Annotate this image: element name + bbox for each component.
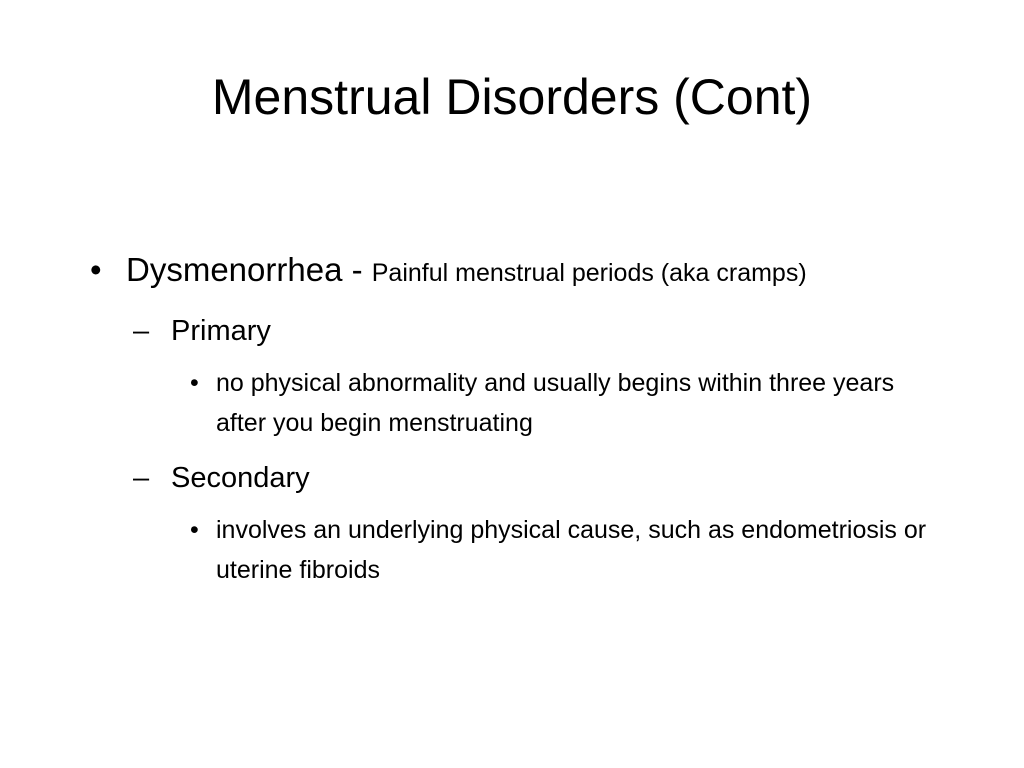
bullet-marker: • xyxy=(190,369,199,397)
subbullet-primary xyxy=(133,311,271,351)
subbullet-secondary xyxy=(133,458,310,498)
definition-dysmenorrhea: Painful menstrual periods (aka cramps) xyxy=(371,259,807,287)
dash-marker: – xyxy=(133,462,150,494)
detail-secondary xyxy=(190,510,936,590)
slide-title: Menstrual Disorders (Cont) xyxy=(211,69,813,125)
detail-primary xyxy=(190,363,936,443)
bullet-marker: • xyxy=(190,516,199,544)
bullet-dysmenorrhea xyxy=(90,248,807,295)
label-secondary: Secondary xyxy=(171,462,310,494)
term-dysmenorrhea: Dysmenorrhea - xyxy=(126,251,372,288)
dash-marker: – xyxy=(133,315,150,347)
label-primary: Primary xyxy=(171,315,271,347)
detail-secondary-text: involves an underlying physical cause, such as endometriosis or uterine fibroids xyxy=(216,516,927,584)
bullet-marker: • xyxy=(90,251,102,288)
detail-primary-text: no physical abnormality and usually begins within three years after you begin menstruating xyxy=(216,369,895,437)
